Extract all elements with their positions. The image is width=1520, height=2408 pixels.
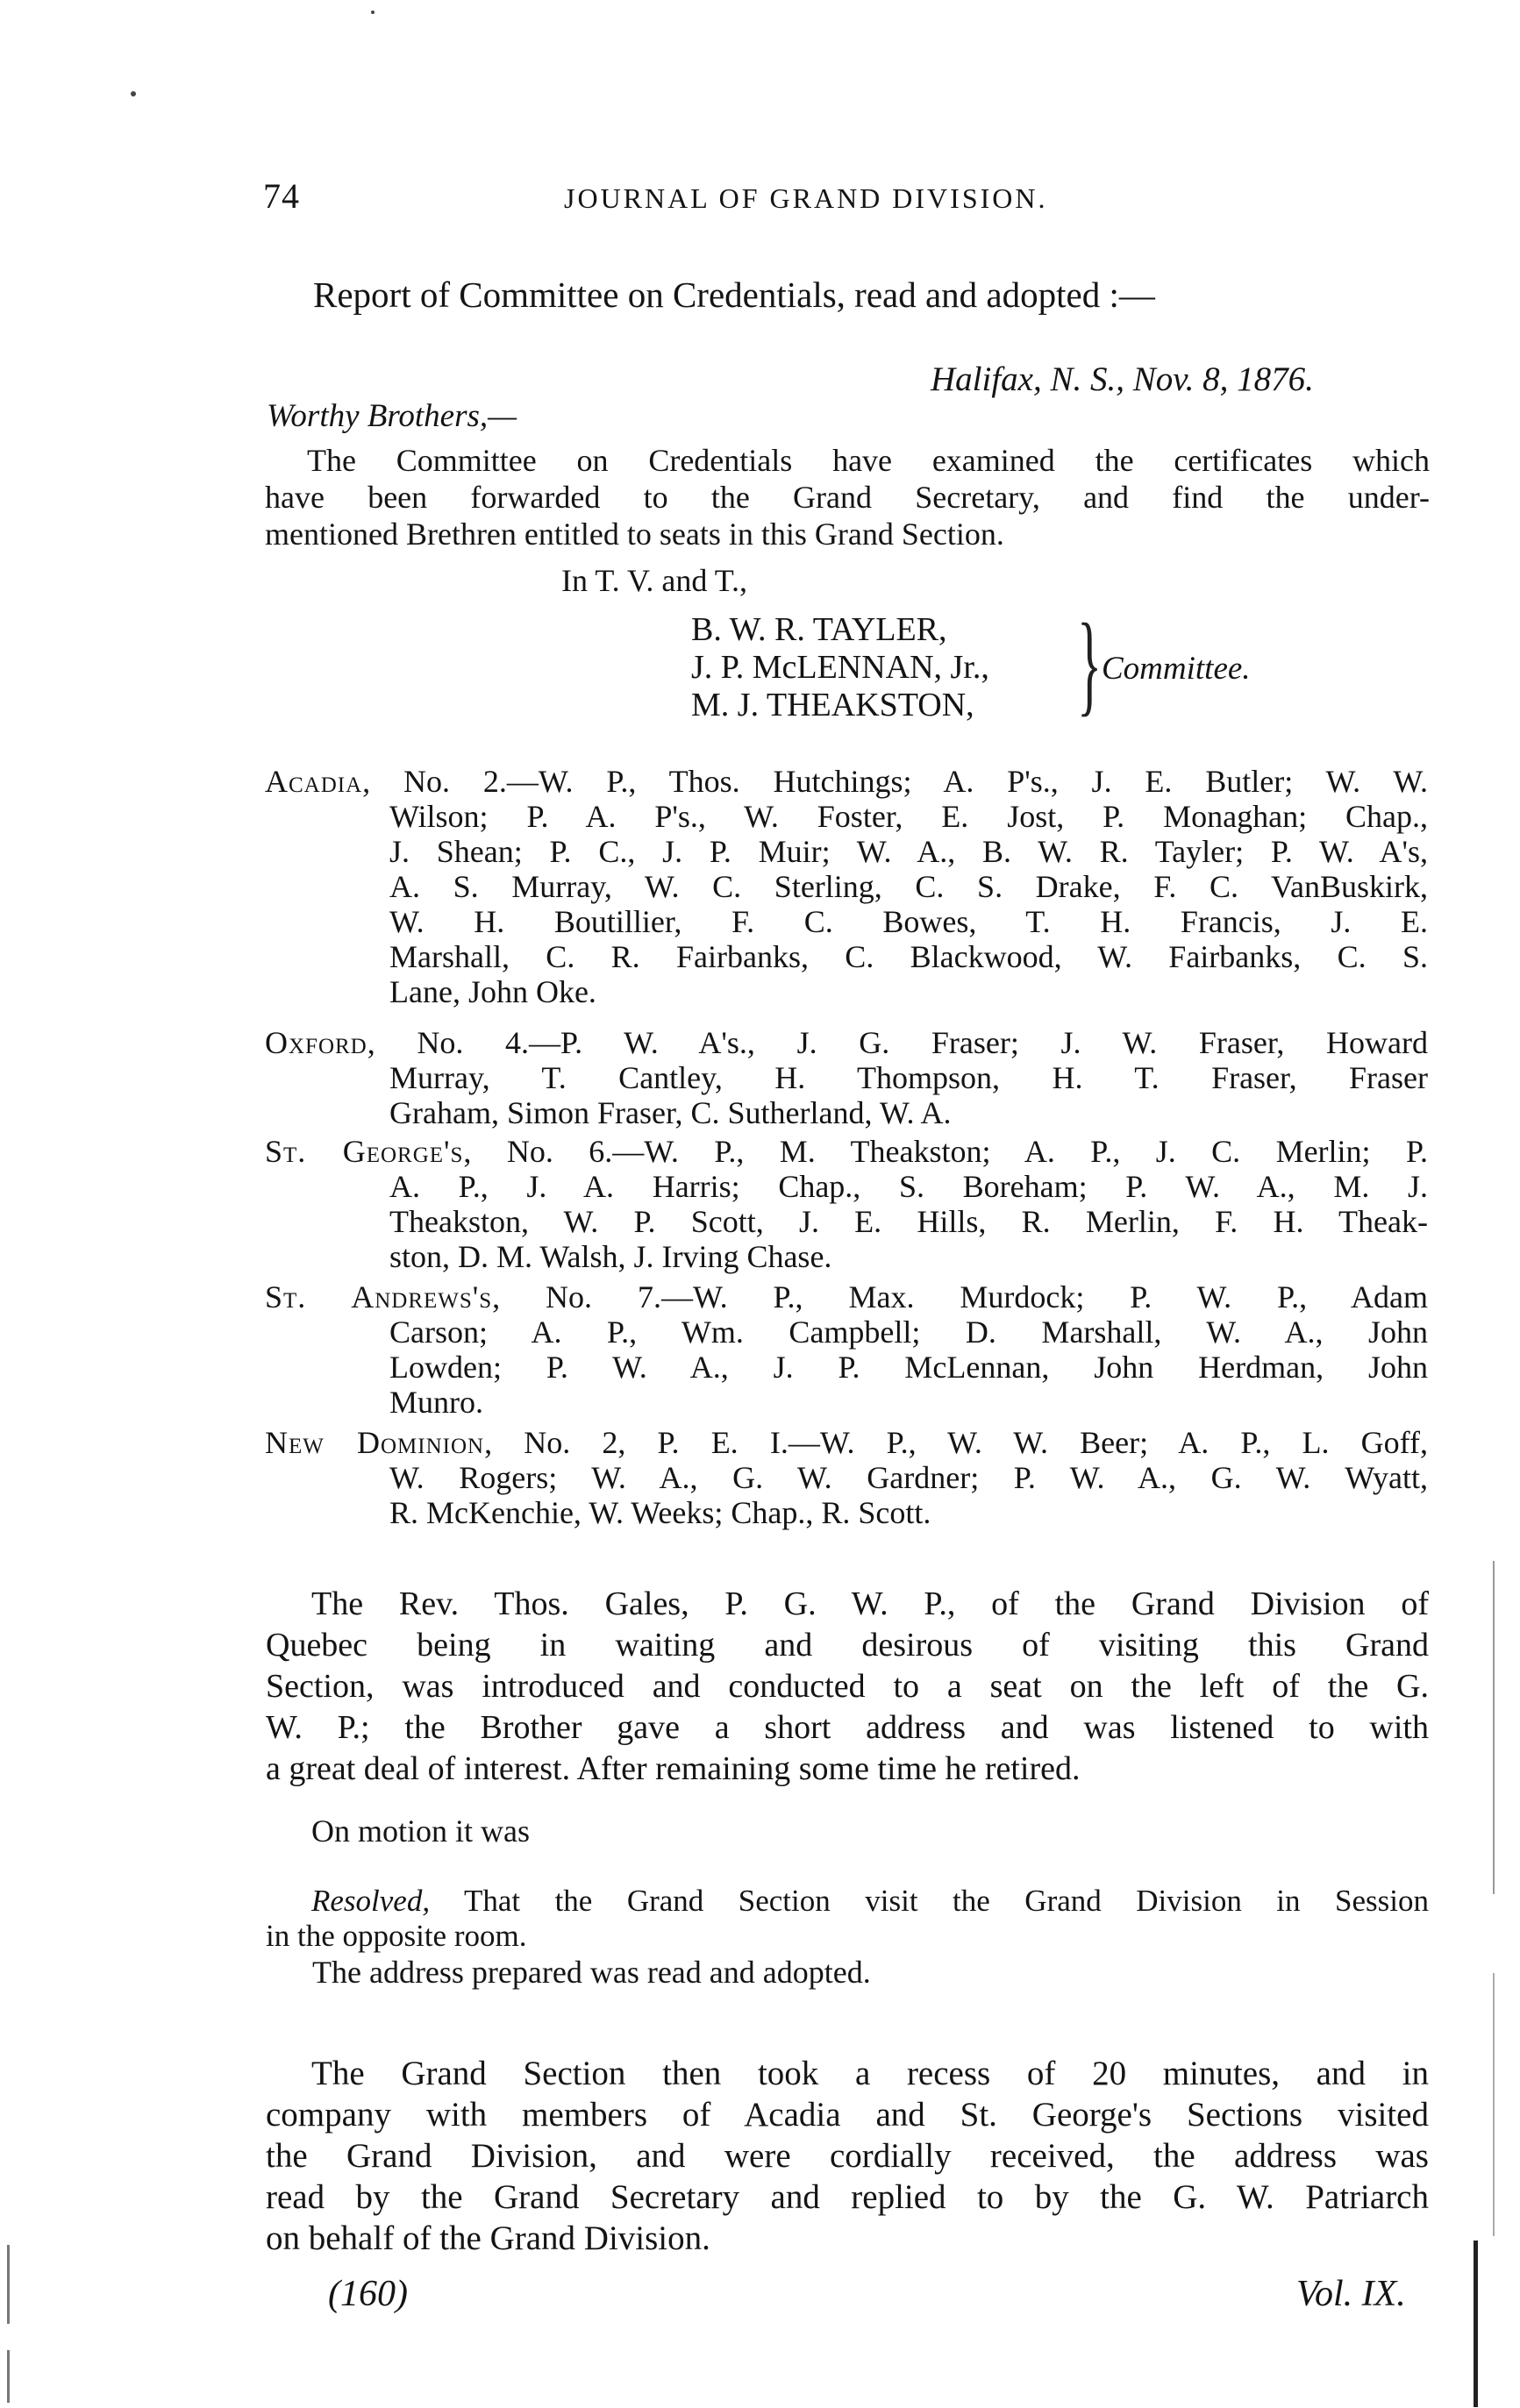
text-line: mentioned Brethren entitled to seats in this Grand Section.	[265, 517, 1004, 552]
text-line: on behalf of the Grand Division.	[266, 2219, 710, 2257]
section-entry-st-georges	[265, 1134, 1428, 1274]
text-line: A. S. Murray, W. C. Sterling, C. S. Drake, F. C. VanBuskirk,	[389, 869, 1428, 904]
text-line: a great deal of interest. After remaining some time he retired.	[266, 1750, 1081, 1787]
entry-first-line: Oxford, No. 4.—P. W. A's., J. G. Fraser; J. W. Fraser, Howard	[265, 1025, 1428, 1060]
salutation: Worthy Brothers,—	[267, 398, 517, 434]
recess-paragraph	[266, 2053, 1429, 2259]
text-line: have been forwarded to the Grand Secretary, and find the under-	[265, 480, 1430, 515]
section-name: Acadia	[265, 764, 363, 799]
text-line: Lane, John Oke.	[389, 974, 596, 1009]
text-line: Munro.	[389, 1385, 483, 1420]
section-entry-oxford	[265, 1025, 1428, 1130]
committee-member: J. P. McLENNAN, Jr.,	[691, 649, 989, 686]
text-line: A. P., J. A. Harris; Chap., S. Boreham; P. W. A., M. J.	[389, 1169, 1428, 1204]
text-line: The Committee on Credentials have examined the certificates which	[307, 443, 1430, 478]
text-line: Marshall, C. R. Fairbanks, C. Blackwood, W. Fairbanks, C. S.	[389, 939, 1428, 974]
committee-intro	[265, 442, 1430, 552]
text-line: company with members of Acadia and St. George's Sections visited	[266, 2096, 1429, 2134]
left-edge-mark	[7, 2350, 10, 2403]
text-line: Theakston, W. P. Scott, J. E. Hills, R. Merlin, F. H. Theak-	[389, 1204, 1428, 1239]
text-line: ston, D. M. Walsh, J. Irving Chase.	[389, 1239, 832, 1274]
running-title: JOURNAL OF GRAND DIVISION.	[564, 182, 1048, 214]
resolved-label: Resolved,	[311, 1884, 431, 1918]
order-line: In T. V. and T.,	[561, 563, 748, 598]
text-line: The Rev. Thos. Gales, P. G. W. P., of the Grand Division of	[311, 1585, 1429, 1622]
page-edge-rule	[1474, 2241, 1478, 2407]
resolution-line: in the opposite room.	[266, 1919, 527, 1953]
text-line: W. H. Boutillier, F. C. Bowes, T. H. Francis, J. E.	[389, 904, 1428, 939]
report-heading: Report of Committee on Credentials, read and adopted :—	[313, 274, 1155, 315]
brace-icon: }	[1077, 601, 1103, 727]
section-name: St. Andrews's	[265, 1279, 493, 1314]
entry-first-line: New Dominion, No. 2, P. E. I.—W. P., W. W. Beer; A. P., L. Goff,	[265, 1425, 1428, 1460]
volume-mark: Vol. IX.	[1296, 2274, 1406, 2314]
text-line: Graham, Simon Fraser, C. Sutherland, W. A.	[389, 1095, 952, 1130]
address-line: The address prepared was read and adopted.	[312, 1955, 871, 1990]
committee-member: B. W. R. TAYLER,	[691, 611, 947, 648]
committee-member: M. J. THEAKSTON,	[691, 687, 974, 723]
resolution	[266, 1884, 1429, 1954]
committee-label: Committee.	[1102, 651, 1251, 687]
text-line: Carson; A. P., Wm. Campbell; D. Marshall, W. A., John	[389, 1314, 1428, 1350]
signature-mark: (160)	[328, 2274, 408, 2314]
text-line: W. P.; the Brother gave a short address and was listened to with	[266, 1709, 1429, 1746]
text-line: The Grand Section then took a recess of 20 minutes, and in	[311, 2055, 1429, 2092]
page-edge-rule	[1493, 1973, 1495, 2236]
section-name: St. George's	[265, 1134, 464, 1169]
section-entry-new-dominion	[265, 1425, 1428, 1530]
scan-speck	[131, 91, 136, 96]
section-entry-st-andrews	[265, 1279, 1428, 1420]
text-line: Section, was introduced and conducted to a seat on the left of the G.	[266, 1668, 1429, 1705]
section-name: Oxford	[265, 1025, 368, 1060]
text-line: Lowden; P. W. A., J. P. McLennan, John Herdman, John	[389, 1350, 1428, 1385]
text-line: read by the Grand Secretary and replied to by the G. W. Patriarch	[266, 2178, 1429, 2216]
entry-first-line: St. George's, No. 6.—W. P., M. Theakston; A. P., J. C. Merlin; P.	[265, 1134, 1428, 1169]
scan-speck	[371, 11, 375, 14]
text-line: Murray, T. Cantley, H. Thompson, H. T. Fraser, Fraser	[389, 1060, 1428, 1095]
left-edge-mark	[7, 2245, 10, 2324]
visit-paragraph	[266, 1584, 1429, 1790]
text-line: W. Rogers; W. A., G. W. Gardner; P. W. A., G. W. Wyatt,	[389, 1460, 1428, 1495]
resolution-line: Resolved, That the Grand Section visit the Grand Division in Session	[311, 1884, 1429, 1918]
section-name: New Dominion	[265, 1425, 485, 1460]
dateline: Halifax, N. S., Nov. 8, 1876.	[931, 360, 1314, 398]
text-line: the Grand Division, and were cordially received, the address was	[266, 2137, 1429, 2175]
text-line: J. Shean; P. C., J. P. Muir; W. A., B. W. R. Tayler; P. W. A's,	[389, 834, 1428, 869]
entry-first-line: Acadia, No. 2.—W. P., Thos. Hutchings; A. P's., J. E. Butler; W. W.	[265, 764, 1428, 799]
text-line: Wilson; P. A. P's., W. Foster, E. Jost, P. Monaghan; Chap.,	[389, 799, 1428, 834]
text-line: R. McKenchie, W. Weeks; Chap., R. Scott.	[389, 1495, 931, 1530]
page-number: 74	[263, 176, 300, 216]
committee-members	[691, 611, 989, 724]
section-entry-acadia	[265, 764, 1428, 1009]
text-line: Quebec being in waiting and desirous of visiting this Grand	[266, 1627, 1429, 1664]
motion-line: On motion it was	[311, 1813, 530, 1849]
page-edge-rule	[1493, 1561, 1495, 1894]
entry-first-line: St. Andrews's, No. 7.—W. P., Max. Murdock; P. W. P., Adam	[265, 1279, 1428, 1314]
